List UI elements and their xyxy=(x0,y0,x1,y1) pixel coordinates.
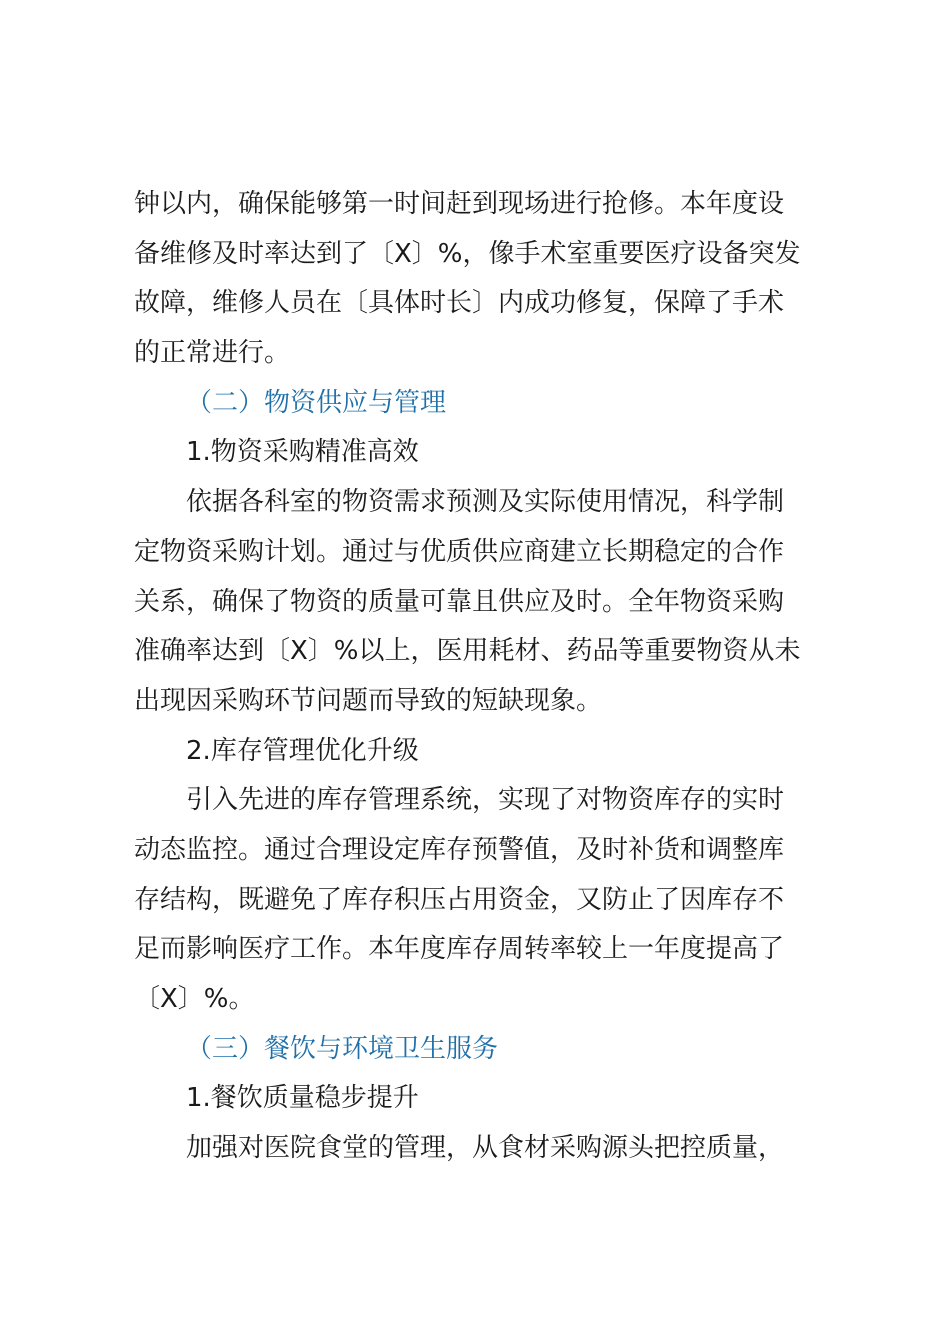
subsection-heading-procurement: 1.物资采购精准高效 xyxy=(186,437,419,468)
paragraph-first-line: 引入先进的库存管理系统，实现了对物资库存的实时 xyxy=(186,785,785,816)
body-line: 足而影响医疗工作。本年度库存周转率较上一年度提高了 xyxy=(134,934,785,965)
paragraph-first-line: 依据各科室的物资需求预测及实际使用情况，科学制 xyxy=(186,487,785,518)
body-line: 备维修及时率达到了〔X〕%，像手术室重要医疗设备突发 xyxy=(134,238,801,269)
body-line: 钟以内，确保能够第一时间赶到现场进行抢修。本年度设 xyxy=(134,189,785,219)
body-line: 存结构，既避免了库存积压占用资金，又防止了因库存不 xyxy=(134,884,785,915)
body-line: 出现因采购环节问题而导致的短缺现象。 xyxy=(134,685,603,716)
section-heading-catering: （三）餐饮与环境卫生服务 xyxy=(186,1033,499,1064)
paragraph-first-line: 加强对医院食堂的管理，从食材采购源头把控质量， xyxy=(186,1133,785,1164)
document-body xyxy=(134,180,854,1174)
body-line: 关系，确保了物资的质量可靠且供应及时。全年物资采购 xyxy=(134,586,785,617)
body-line: 〔X〕%。 xyxy=(134,984,255,1014)
body-line: 故障，维修人员在〔具体时长〕内成功修复，保障了手术 xyxy=(134,288,785,319)
section-heading-supplies: （二）物资供应与管理 xyxy=(186,387,447,418)
body-line: 准确率达到〔X〕%以上，医用耗材、药品等重要物资从未 xyxy=(134,636,801,667)
body-line: 动态监控。通过合理设定库存预警值，及时补货和调整库 xyxy=(134,834,785,865)
subsection-heading-food-quality: 1.餐饮质量稳步提升 xyxy=(186,1083,419,1114)
body-line: 的正常进行。 xyxy=(134,338,291,369)
subsection-heading-inventory: 2.库存管理优化升级 xyxy=(186,735,419,766)
body-line: 定物资采购计划。通过与优质供应商建立长期稳定的合作 xyxy=(134,536,785,567)
